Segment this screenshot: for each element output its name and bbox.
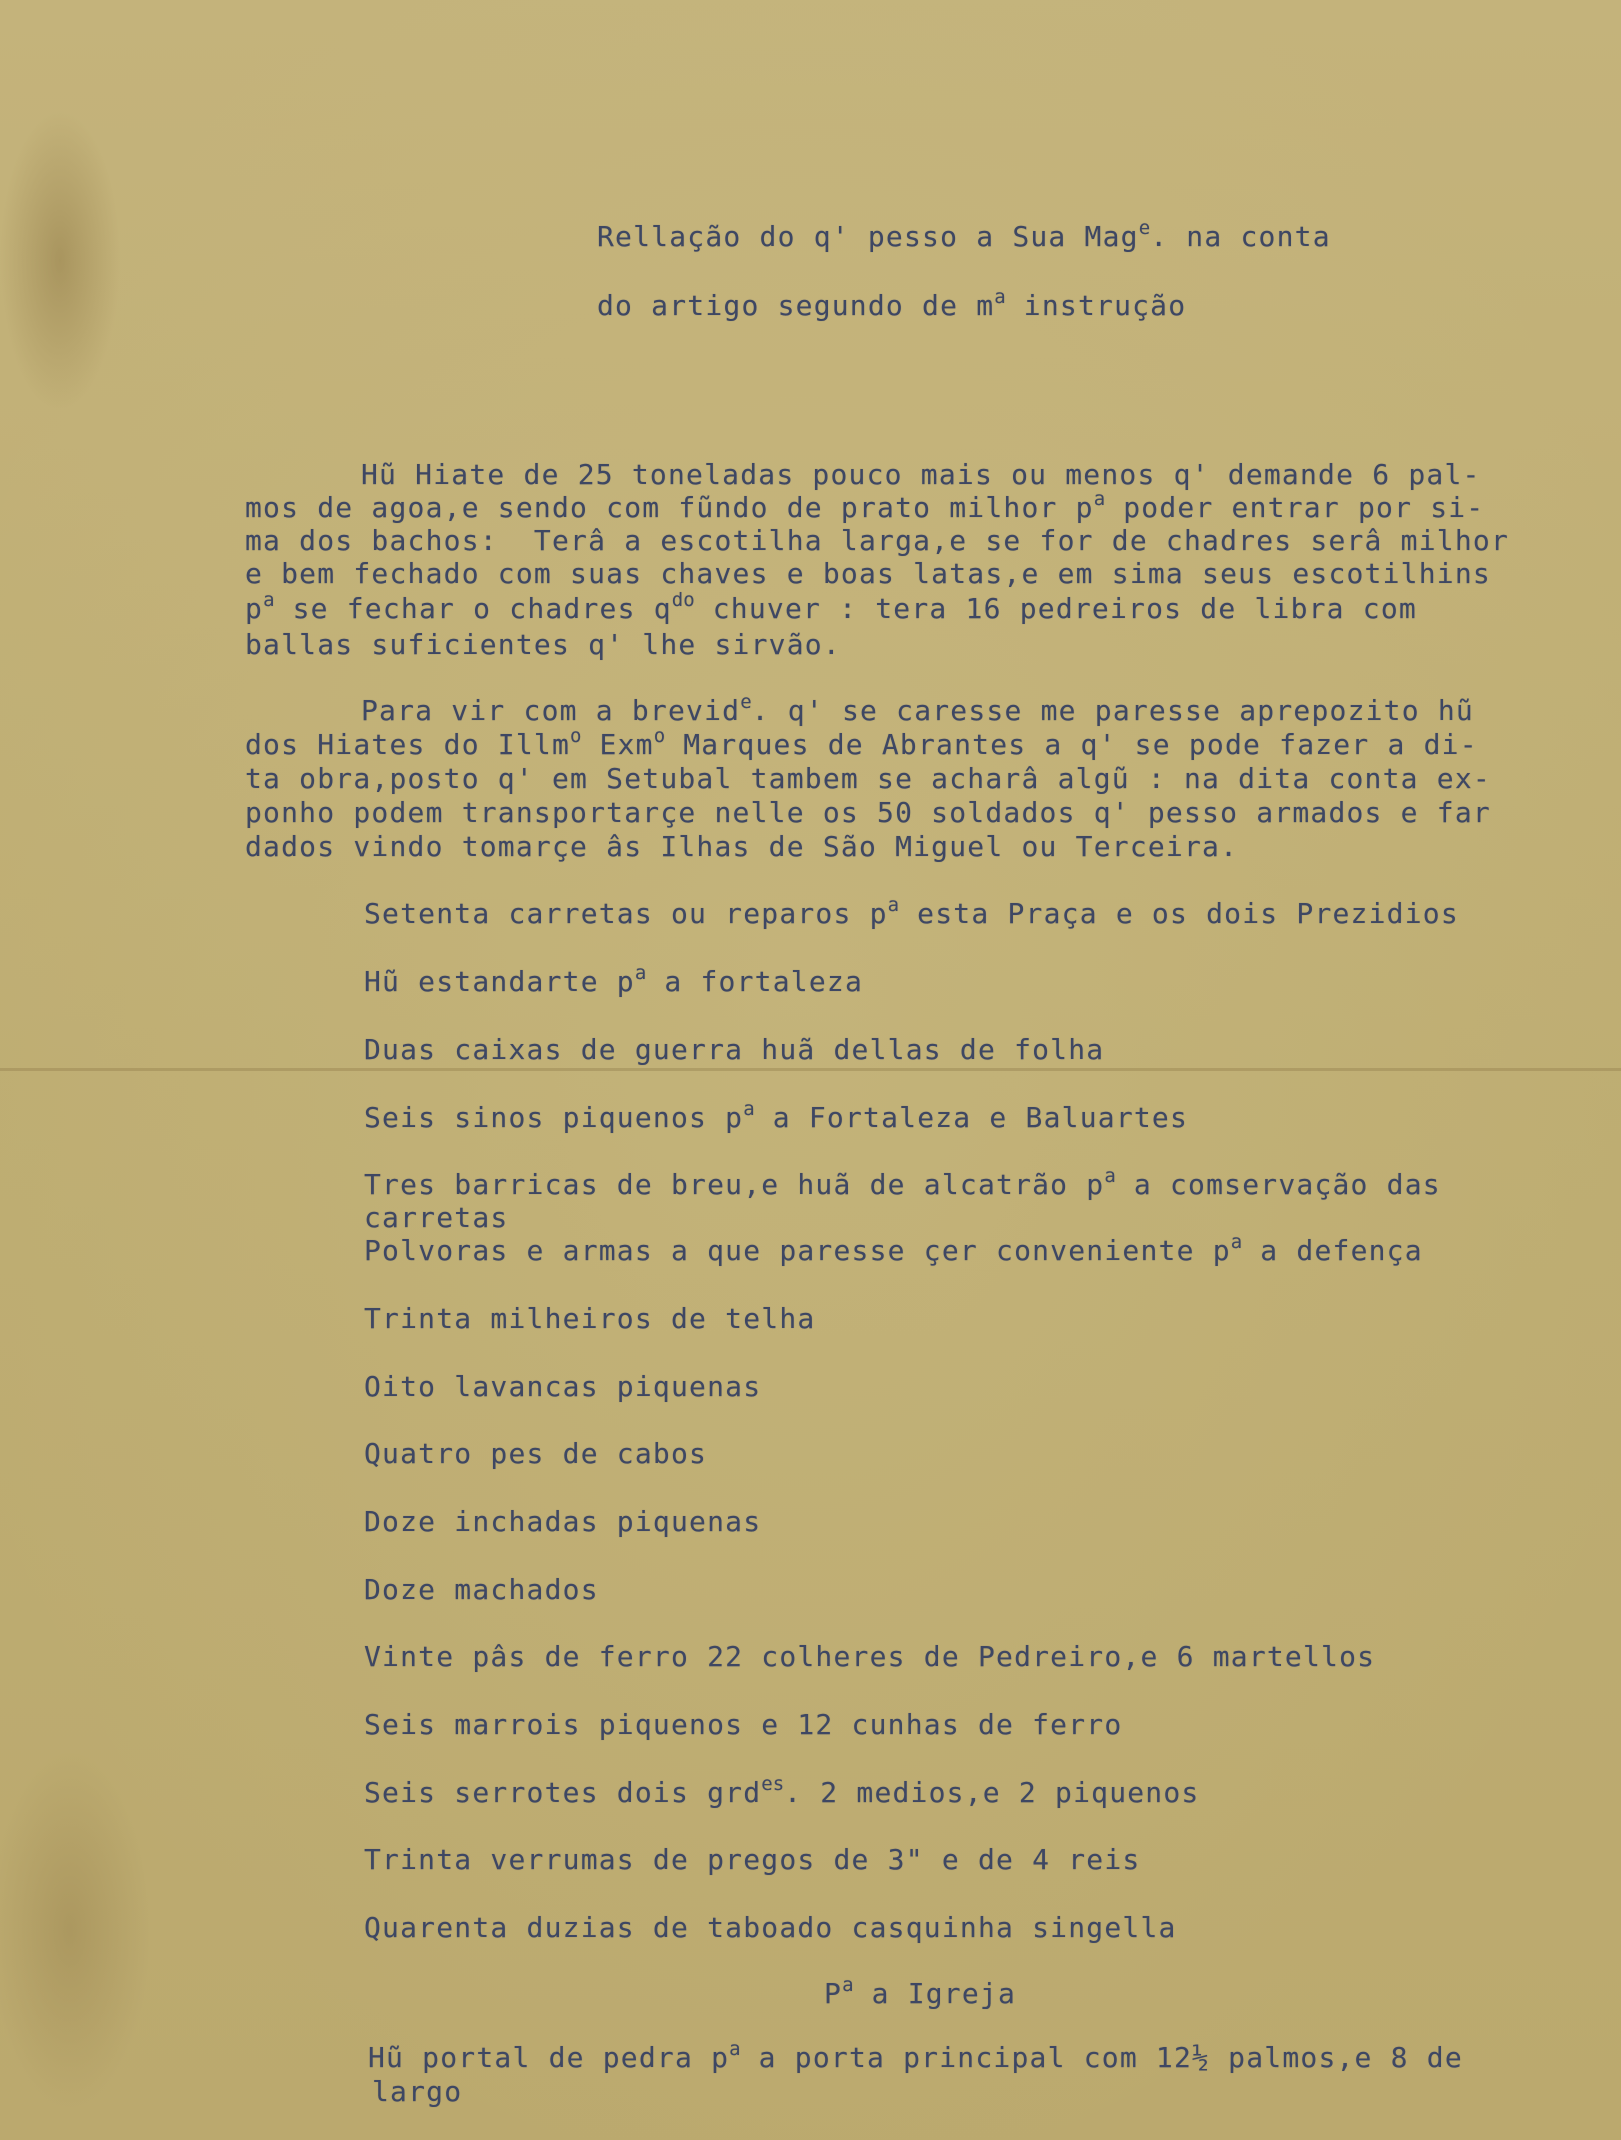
list-item-continuation: carretas	[364, 1201, 509, 1234]
list-item: Trinta verrumas de pregos de 3" e de 4 reis	[364, 1843, 1141, 1876]
section-heading: $P^a$ a Igreja	[824, 1974, 1017, 2010]
list-item: Doze inchadas piquenas	[364, 1505, 762, 1538]
title-line-2: do artigo segundo de $m^a$ instrução	[597, 286, 1187, 322]
para2-line-2: dos Hiates do Illm$^o$ Exm$^o$ Marques de Abrantes a q' se pode fazer a di-	[245, 725, 1478, 761]
list-item: Seis sinos piquenos $p^a$ a Fortaleza e Baluartes	[364, 1098, 1189, 1134]
list-item: Hũ portal de pedra $p^a$ a porta principal com 12½ palmos,e 8 de	[368, 2038, 1463, 2074]
para1-line-6: ballas suficientes q' lhe sirvão.	[245, 628, 841, 661]
para1-line-4: e bem fechado com suas chaves e boas latas,e em sima seus escotilhins	[245, 557, 1491, 590]
list-item: Polvoras e armas a que paresse çer conveniente $p^a$ a defença	[364, 1231, 1423, 1267]
list-item-continuation: largo	[372, 2075, 463, 2108]
title-line-1: Rellação do q' pesso a Sua Mag$^e$. na conta	[597, 217, 1331, 253]
list-item: Tres barricas de breu,e huã de alcatrão $p^a$ a comservação das	[364, 1165, 1441, 1201]
para2-line-1: Para vir com a brevid$^e$. q' se caresse me paresse aprepozito hũ	[361, 691, 1474, 727]
list-item: Vinte pâs de ferro 22 colheres de Pedreiro,e 6 martellos	[364, 1640, 1376, 1673]
list-item: Seis serrotes dois grd$^{es}$. 2 medios,e 2 piquenos	[364, 1773, 1200, 1809]
para2-line-3: ta obra,posto q' em Setubal tambem se acharâ algũ : na dita conta ex-	[245, 762, 1491, 795]
para1-line-1: Hũ Hiate de 25 toneladas pouco mais ou menos q' demande 6 pal-	[361, 458, 1481, 491]
para1-line-2: mos de agoa,e sendo com fũndo de prato milhor $p^a$ poder entrar por si-	[245, 488, 1485, 524]
list-item: Quatro pes de cabos	[364, 1437, 708, 1470]
para2-line-5: dados vindo tomarçe âs Ilhas de São Miguel ou Terceira.	[245, 830, 1239, 863]
list-item: Quarenta duzias de taboado casquinha singella	[364, 1911, 1177, 1944]
para1-line-3: ma dos bachos: Terâ a escotilha larga,e se for de chadres serâ milhor	[245, 524, 1510, 557]
list-item: Duas caixas de guerra huã dellas de folha	[364, 1033, 1105, 1066]
list-item: Doze machados	[364, 1573, 599, 1606]
list-item: Trinta milheiros de telha	[364, 1302, 816, 1335]
list-item: Hũ estandarte $p^a$ a fortaleza	[364, 962, 864, 998]
list-item: Seis marrois piquenos e 12 cunhas de ferro	[364, 1708, 1123, 1741]
list-item: Setenta carretas ou reparos $p^a$ esta Praça e os dois Prezidios	[364, 894, 1459, 930]
para2-line-4: ponho podem transportarçe nelle os 50 soldados q' pesso armados e far	[245, 796, 1491, 829]
paper-fold	[0, 1068, 1621, 1071]
list-item: Oito lavancas piquenas	[364, 1370, 762, 1403]
para1-line-5: $p^a$ se fechar o chadres $q^{do}$ chuver : tera 16 pedreiros de libra com	[245, 589, 1417, 625]
